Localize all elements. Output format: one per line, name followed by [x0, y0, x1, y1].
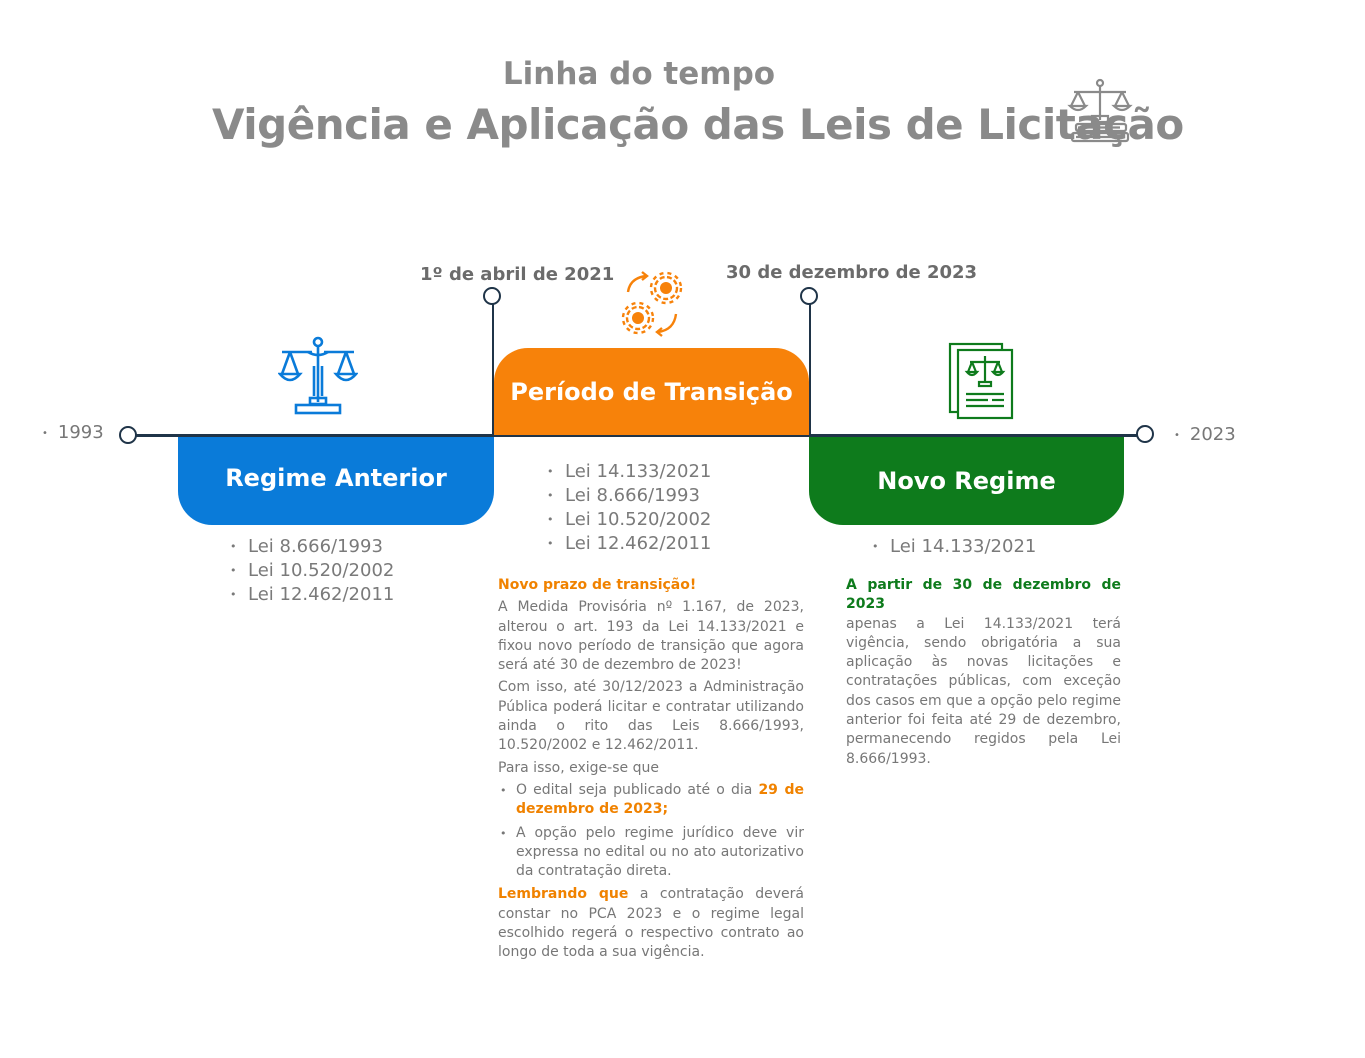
phase-regime-anterior	[178, 437, 494, 525]
transition-paragraph: Com isso, até 30/12/2023 a Administração Pública poderá licitar e contratar utilizando ainda o rito das Leis 8.666/1993, 10.520/2002 e 12.462/2011.	[498, 679, 804, 754]
timeline-node-start	[119, 426, 137, 444]
laws-list-novo	[872, 535, 1036, 559]
timeline-node-2023	[800, 287, 818, 305]
scales-of-justice-icon	[278, 336, 358, 416]
phase-novo-regime	[809, 437, 1124, 525]
phase-periodo-transicao	[494, 348, 809, 435]
scales-on-books-icon	[1066, 78, 1134, 146]
list-item: • Lei 12.462/2011	[230, 584, 395, 605]
novo-paragraph: apenas a Lei 14.133/2021 terá vigência, sendo obrigatória a sua aplicação às novas licitações e contratações públicas, com exceção dos casos em que a opção pelo regime anterior foi feita até 29 de dezembro, permanecendo regidos pela Lei 8.666/1993.	[846, 615, 1121, 767]
transition-heading: Novo prazo de transição!	[498, 577, 697, 593]
date-label-2021: 1º de abril de 2021	[420, 264, 615, 285]
phase-label: Regime Anterior	[225, 464, 447, 492]
list-item: • Lei 10.520/2002	[230, 560, 395, 581]
list-item: • Lei 14.133/2021	[547, 461, 712, 482]
laws-list-transicao	[547, 460, 711, 556]
list-item: • Lei 14.133/2021	[872, 536, 1037, 557]
year-start: • 1993	[42, 422, 104, 443]
requirements-list	[498, 781, 804, 881]
transition-explanation	[498, 576, 804, 966]
list-item: • Lei 10.520/2002	[547, 509, 712, 530]
transition-paragraph: A Medida Provisória nº 1.167, de 2023, alterou o art. 193 da Lei 14.133/2021 e fixou novo período de transição que agora será até 30 de dezembro de 2023!	[498, 599, 804, 674]
timeline-marker-2023	[809, 304, 811, 436]
law-document-icon	[948, 342, 1016, 422]
list-item: • Lei 8.666/1993	[230, 536, 383, 557]
transition-paragraph: Para isso, exige-se que	[498, 759, 659, 776]
novo-regime-explanation	[846, 576, 1121, 769]
timeline-node-2021	[483, 287, 501, 305]
phase-label: Novo Regime	[877, 467, 1056, 495]
list-item: • A opção pelo regime jurídico deve vir expressa no edital ou no ato autorizativo da contratação direta.	[498, 824, 804, 882]
page-title: Vigência e Aplicação das Leis de Licitação	[212, 100, 1184, 149]
year-end: • 2023	[1174, 424, 1236, 445]
timeline-node-end	[1136, 425, 1154, 443]
phase-label: Período de Transição	[510, 377, 793, 406]
transition-closing: Lembrando que a contratação deverá constar no PCA 2023 e o regime legal escolhido regerá o respectivo contrato ao longo de toda a sua vigência.	[498, 886, 804, 961]
novo-heading: A partir de 30 de dezembro de 2023	[846, 577, 1121, 613]
list-item: • O edital seja publicado até o dia 29 de dezembro de 2023;	[498, 781, 804, 820]
list-item: • Lei 8.666/1993	[547, 485, 700, 506]
date-label-2023: 30 de dezembro de 2023	[726, 262, 978, 283]
subtitle: Linha do tempo	[502, 56, 776, 92]
gears-cycle-icon	[614, 268, 690, 340]
laws-list-anterior	[230, 535, 394, 607]
list-item: • Lei 12.462/2011	[547, 533, 712, 554]
